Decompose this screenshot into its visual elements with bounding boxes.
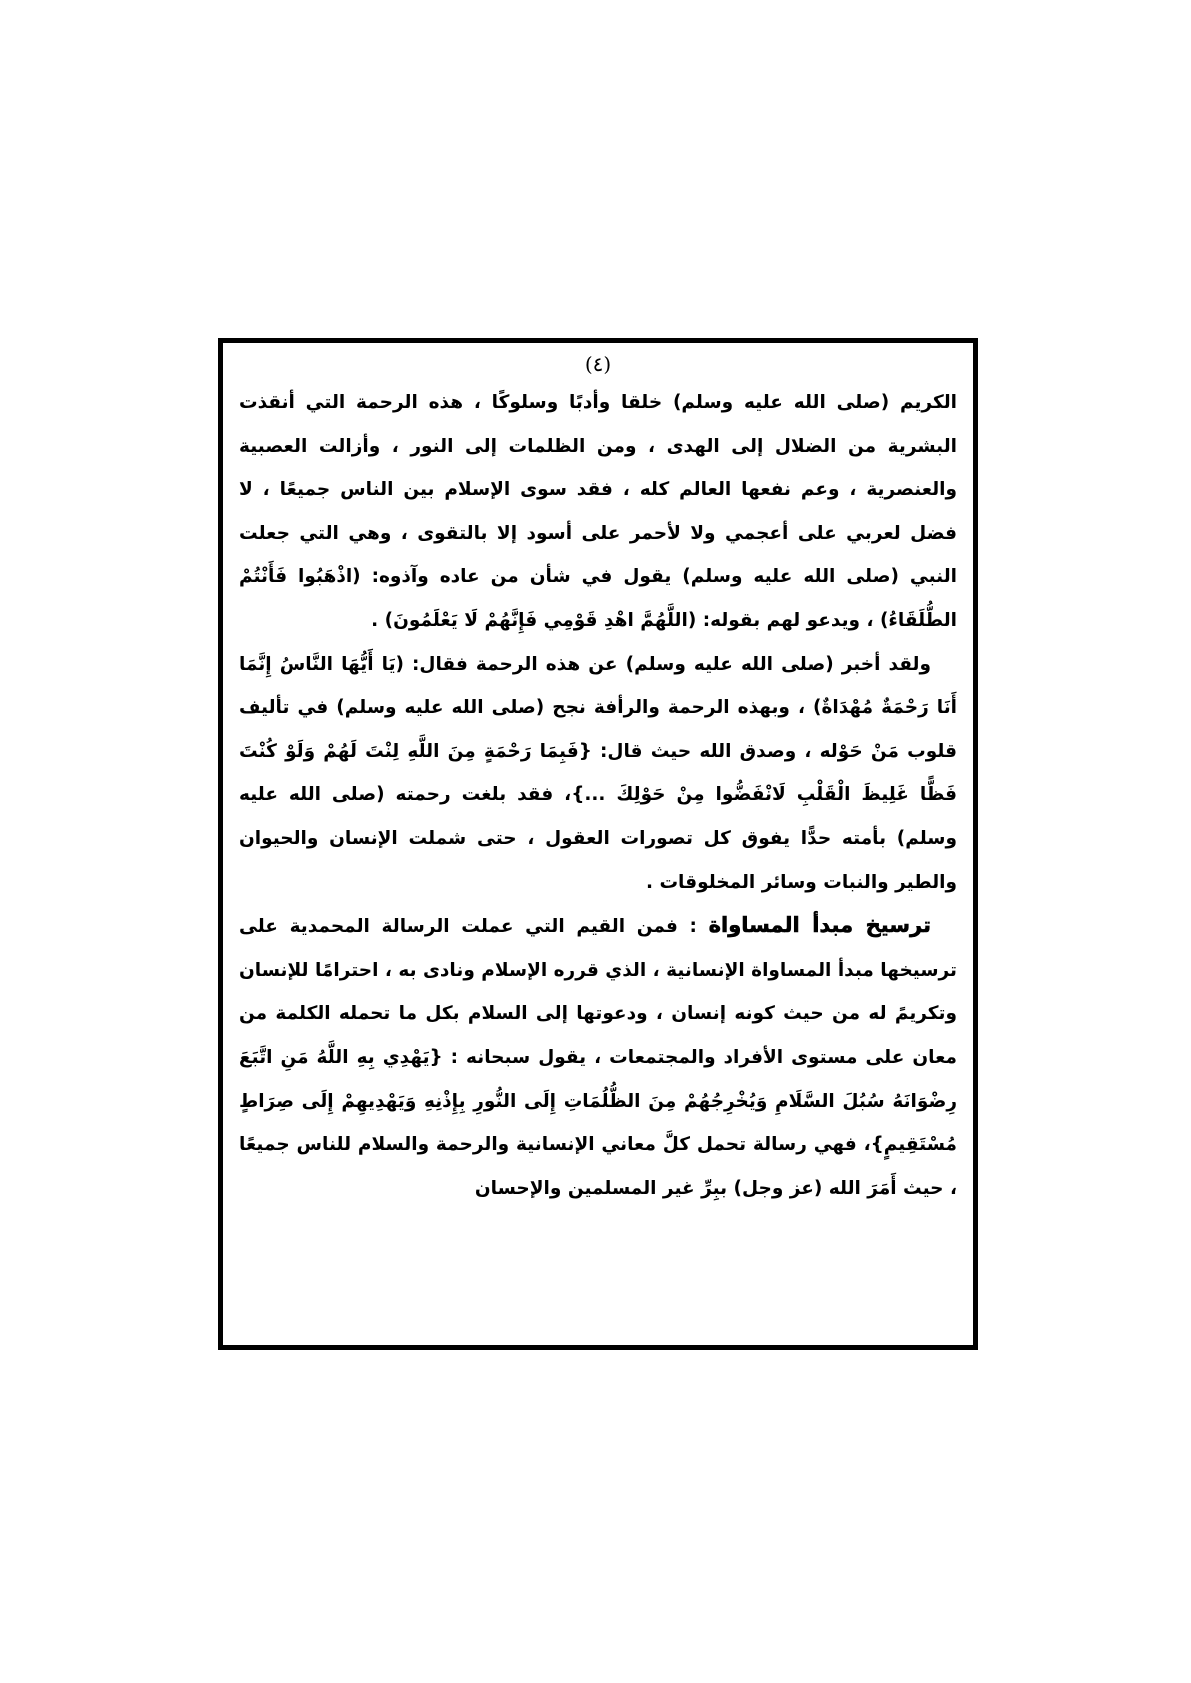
section-heading: ترسيخ مبدأ المساواة — [708, 913, 931, 938]
paragraph-3 — [239, 904, 957, 1210]
paragraph-3-text: : فمن القيم التي عملت الرسالة المحمدية على ترسيخها مبدأ المساواة الإنسانية ، الذي قرره الإسلام ونادى به ، احترامًا للإنسان وتكريمً له من حيث كونه إنسان ، ودعوتها إلى السلام بكل ما تحمله الكلمة من معان على مستوى الأفراد والمجتمعات ، يقول سبحانه : {يَهْدِي بِهِ اللَّهُ مَنِ اتَّبَعَ رِضْوَانَهُ سُبُلَ السَّلَامِ وَيُخْرِجُهُمْ مِنَ الظُّلُمَاتِ إِلَى النُّورِ بِإِذْنِهِ وَيَهْدِيهِمْ إِلَى صِرَاطٍ مُسْتَقِيمٍ}، فهي رسالة تحمل كلَّ معاني الإنسانية والرحمة والسلام للناس جميعًا ، حيث أَمَرَ الله (عز وجل) ببِرِّ غير المسلمين والإحسان — [239, 916, 957, 1199]
paragraph-1: الكريم (صلى الله عليه وسلم) خلقا وأدبًا وسلوكًا ، هذه الرحمة التي أنقذت البشرية من الضلال إلى الهدى ، ومن الظلمات إلى النور ، وأزالت العصبية والعنصرية ، وعم نفعها العالم كله ، فقد سوى الإسلام بين الناس جميعًا ، لا فضل لعربي على أعجمي ولا لأحمر على أسود إلا بالتقوى ، وهي التي جعلت النبي (صلى الله عليه وسلم) يقول في شأن من عاده وآذوه: (اذْهَبُوا فَأَنْتُمْ الطُّلَقَاءُ) ، ويدعو لهم بقوله: (اللَّهُمَّ اهْدِ قَوْمِي فَإِنَّهُمْ لَا يَعْلَمُونَ) . — [239, 392, 957, 631]
page-frame — [218, 338, 978, 1350]
body-text — [239, 381, 957, 1210]
page-number: (٤) — [584, 352, 612, 376]
paragraph-2: ولقد أخبر (صلى الله عليه وسلم) عن هذه الرحمة فقال: (يَا أَيُّهَا النَّاسُ إِنَّمَا أَنَا رَحْمَةٌ مُهْدَاةٌ) ، وبهذه الرحمة والرأفة نجح (صلى الله عليه وسلم) في تأليف قلوب مَنْ حَوْله ، وصدق الله حيث قال: {فَبِمَا رَحْمَةٍ مِنَ اللَّهِ لِنْتَ لَهُمْ وَلَوْ كُنْتَ فَظًّا غَلِيظَ الْقَلْبِ لَانْفَضُّوا مِنْ حَوْلِكَ ...}، فقد بلغت رحمته (صلى الله عليه وسلم) بأمته حدًّا يفوق كل تصورات العقول ، حتى شملت الإنسان والحيوان والطير والنبات وسائر المخلوقات . — [239, 653, 957, 893]
